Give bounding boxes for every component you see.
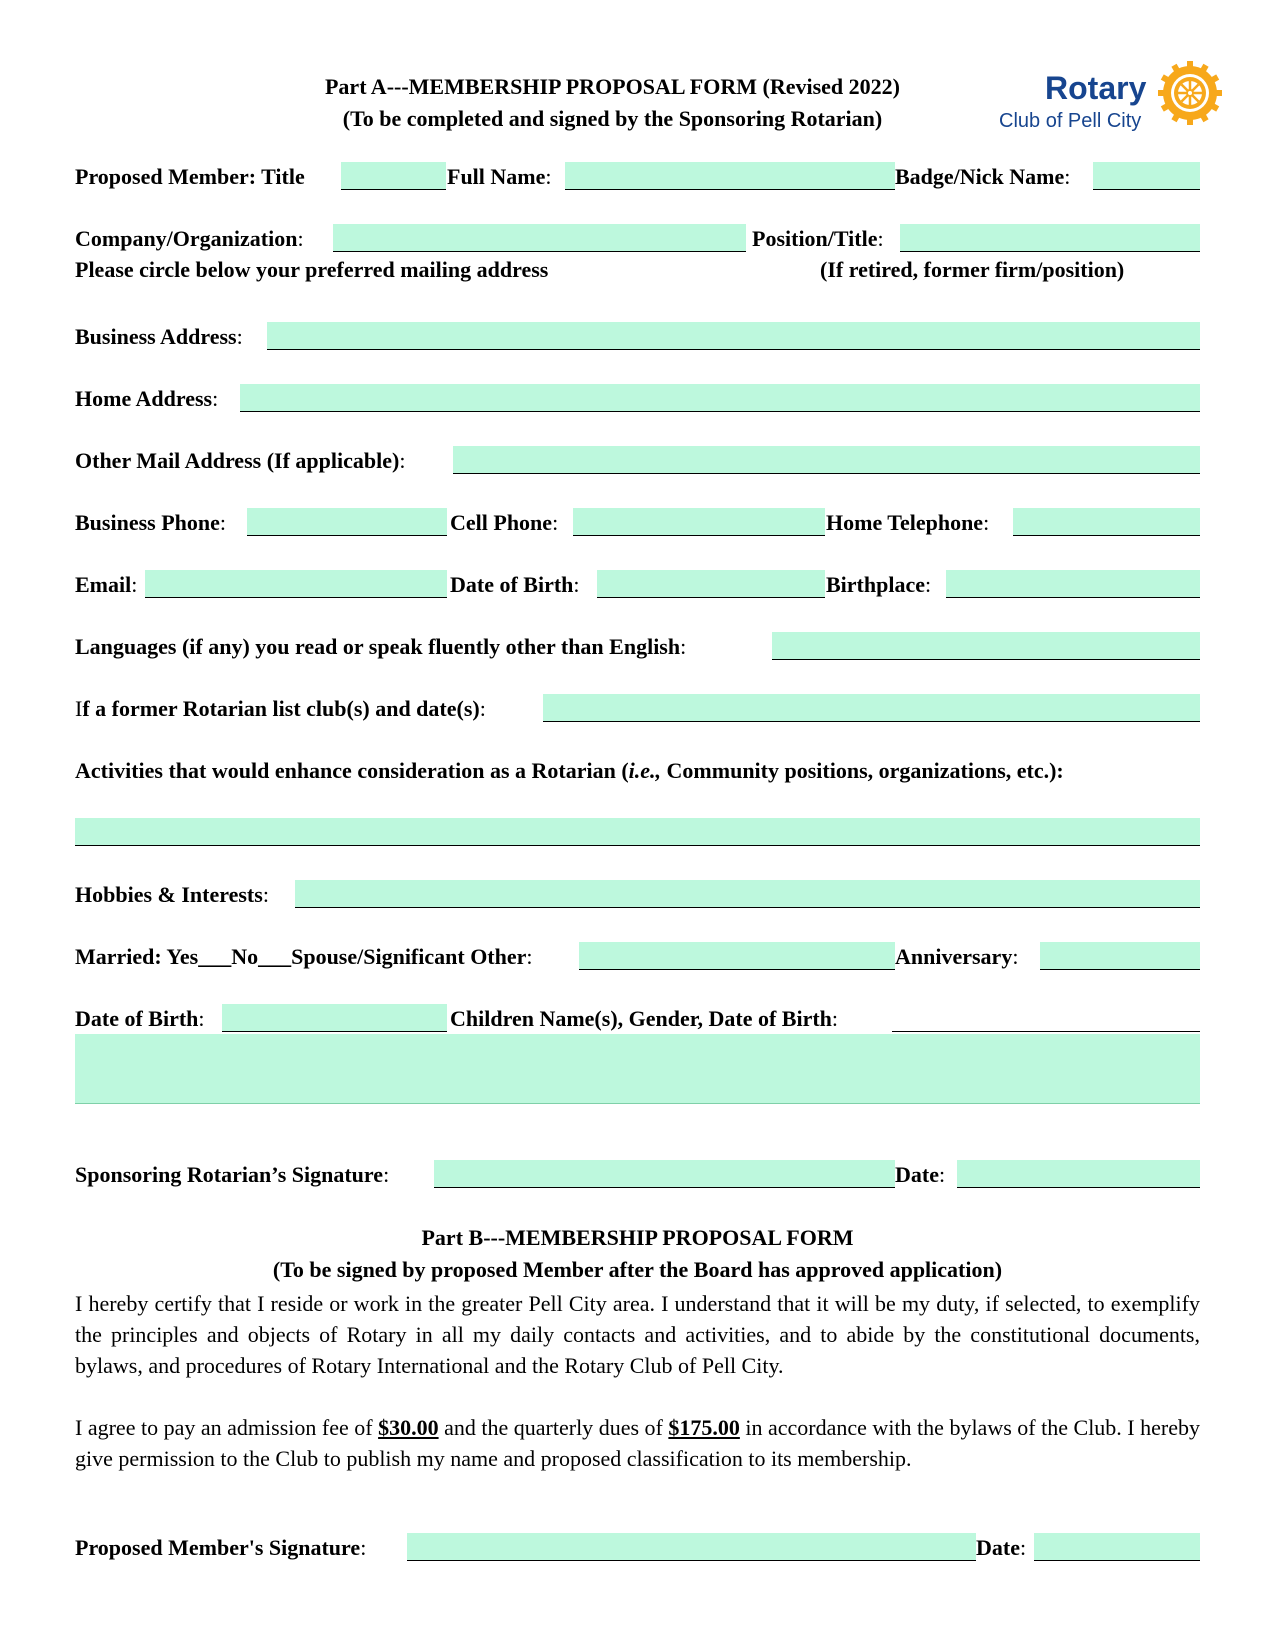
colon: : <box>526 944 533 969</box>
quarterly-dues-amount: $175.00 <box>668 1415 740 1440</box>
birthplace-label-text: Birthplace <box>826 572 925 597</box>
form-subtitle: (To be completed and signed by the Sponsoring Rotarian) <box>342 106 883 131</box>
activities-label-start: Activities that would enhance consideration as a Rotarian ( <box>75 758 629 783</box>
position-field[interactable] <box>900 224 1200 252</box>
sponsor-date-label-text: Date <box>895 1162 939 1187</box>
email-label-text: Email <box>75 572 132 597</box>
fees-text-a: I agree to pay an admission fee of <box>75 1415 379 1440</box>
part-b-subtitle: (To be signed by proposed Member after the Board has approved application) <box>272 1257 1003 1282</box>
date-of-birth-label <box>450 572 580 598</box>
home-telephone-field[interactable] <box>1013 508 1200 536</box>
email-label <box>75 572 137 598</box>
colon: : <box>212 386 219 411</box>
colon: : <box>545 164 552 189</box>
colon: : <box>925 572 932 597</box>
business-phone-label <box>75 510 226 536</box>
former-rotarian-label <box>75 696 486 722</box>
spouse-dob-field[interactable] <box>222 1004 447 1032</box>
colon: : <box>983 510 990 535</box>
languages-field[interactable] <box>772 632 1200 660</box>
email-field[interactable] <box>145 570 447 598</box>
home-address-label-text: Home Address <box>75 386 213 411</box>
colon: : <box>219 510 227 535</box>
admission-fee-amount: $30.00 <box>378 1415 439 1440</box>
spouse-dob-label-text: Date of Birth <box>75 1006 199 1031</box>
full-name-label <box>447 164 552 190</box>
colon: : <box>297 226 304 251</box>
activities-label-ie: i.e., <box>628 758 662 783</box>
children-underline <box>892 1031 1200 1032</box>
spouse-dob-label <box>75 1006 205 1032</box>
mailing-address-note: Please circle below your preferred mailing address <box>75 257 549 282</box>
business-phone-label-text: Business Phone <box>75 510 220 535</box>
rotary-wheel-icon <box>1157 60 1223 126</box>
colon: : <box>360 1535 367 1560</box>
activities-field[interactable] <box>75 818 1200 846</box>
colon: : <box>1019 1535 1027 1560</box>
birthplace-label <box>826 572 931 598</box>
colon: : <box>680 634 687 659</box>
colon: : <box>383 1162 390 1187</box>
home-address-label <box>75 386 218 412</box>
colon: : <box>573 572 580 597</box>
former-rotarian-label-text: f a former Rotarian list club(s) and date(s) <box>82 696 480 721</box>
married-label <box>75 944 533 970</box>
company-label-text: Company/Organization <box>75 226 298 251</box>
member-signature-field[interactable] <box>407 1533 976 1561</box>
cell-phone-label-text: Cell Phone <box>450 510 553 535</box>
activities-label-end: Community positions, organizations, etc.): <box>661 758 1064 783</box>
colon: : <box>1012 944 1019 969</box>
spouse-label-text: Spouse/Significant Other <box>291 944 527 969</box>
home-telephone-label-text: Home Telephone <box>826 510 984 535</box>
sponsor-signature-label <box>75 1162 389 1188</box>
children-label-text: Children Name(s), Gender, Date of Birth <box>450 1006 832 1031</box>
anniversary-field[interactable] <box>1040 942 1200 970</box>
rotary-logo <box>995 60 1225 140</box>
anniversary-label-text: Anniversary <box>895 944 1013 969</box>
hobbies-label <box>75 882 269 908</box>
position-label <box>752 226 884 252</box>
logo-club-name: Club of Pell City <box>999 110 1142 132</box>
married-yes-label: Married: Yes <box>75 944 199 969</box>
languages-label <box>75 634 686 660</box>
children-field[interactable] <box>75 1034 1200 1104</box>
retired-note: (If retired, former firm/position) <box>820 257 1125 282</box>
business-phone-field[interactable] <box>247 508 447 536</box>
colon: : <box>236 324 243 349</box>
form-title: Part A---MEMBERSHIP PROPOSAL FORM (Revised 2022) <box>324 74 900 99</box>
title-field[interactable] <box>341 162 446 190</box>
other-address-field[interactable] <box>453 446 1200 474</box>
logo-wordmark: Rotary <box>1045 70 1147 106</box>
colon: : <box>479 696 486 721</box>
home-telephone-label <box>826 510 989 536</box>
fees-text-c: in accordance with the bylaws of the Club. I hereby give permission to the Club to publish my name and proposed classification to its membership. <box>75 1415 1201 1471</box>
colon: : <box>877 226 884 251</box>
member-date-field[interactable] <box>1034 1533 1200 1561</box>
date-of-birth-field[interactable] <box>597 570 825 598</box>
member-signature-label <box>75 1535 366 1561</box>
children-label <box>450 1006 838 1032</box>
badge-name-label-text: Badge/Nick Name <box>895 164 1065 189</box>
full-name-field[interactable] <box>565 162 895 190</box>
activities-label <box>75 758 1064 784</box>
company-field[interactable] <box>333 224 746 252</box>
colon: : <box>262 882 269 907</box>
business-address-field[interactable] <box>267 322 1200 350</box>
married-no-label: No <box>231 944 259 969</box>
married-yes-blank[interactable]: ___ <box>198 944 232 969</box>
company-label <box>75 226 304 252</box>
fees-text-b: and the quarterly dues of <box>438 1415 669 1440</box>
sponsor-signature-field[interactable] <box>434 1160 895 1188</box>
former-rotarian-label-prefix: I <box>75 696 83 721</box>
colon: : <box>131 572 138 597</box>
colon: : <box>1064 164 1071 189</box>
colon: : <box>399 448 406 473</box>
member-date-label <box>976 1535 1026 1561</box>
title-label: Proposed Member: Title <box>75 164 305 189</box>
badge-name-label <box>895 164 1070 190</box>
business-address-label-text: Business Address <box>75 324 237 349</box>
home-address-field[interactable] <box>240 384 1200 412</box>
sponsor-date-field[interactable] <box>957 1160 1200 1188</box>
hobbies-field[interactable] <box>295 880 1200 908</box>
fees-paragraph <box>75 1412 1200 1474</box>
languages-label-text: Languages (if any) you read or speak fluently other than English <box>75 634 681 659</box>
part-b-title: Part B---MEMBERSHIP PROPOSAL FORM <box>421 1225 854 1250</box>
position-label-text: Position/Title <box>752 226 878 251</box>
anniversary-label <box>895 944 1018 970</box>
other-address-label <box>75 448 405 474</box>
married-no-blank[interactable]: ___ <box>258 944 292 969</box>
business-address-label <box>75 324 243 350</box>
colon: : <box>198 1006 205 1031</box>
certification-paragraph: I hereby certify that I reside or work in the greater Pell City area. I understand that it will be my duty, if selected, to exemplify the principles and objects of Rotary in all my daily contacts and activities, and to abide by the constitutional documents, bylaws, and procedures of Rotary International and the Rotary Club of Pell City. <box>75 1291 1200 1378</box>
cell-phone-field[interactable] <box>573 508 825 536</box>
hobbies-label-text: Hobbies & Interests <box>75 882 263 907</box>
colon: : <box>552 510 559 535</box>
sponsor-date-label <box>895 1162 945 1188</box>
member-signature-label-text: Proposed Member's Signature <box>75 1535 361 1560</box>
full-name-label-text: Full Name <box>447 164 546 189</box>
member-date-label-text: Date <box>976 1535 1020 1560</box>
sponsor-signature-label-text: Sponsoring Rotarian’s Signature <box>75 1162 384 1187</box>
spouse-field[interactable] <box>579 942 895 970</box>
badge-name-field[interactable] <box>1093 162 1200 190</box>
colon: : <box>938 1162 946 1187</box>
other-address-label-text: Other Mail Address (If applicable) <box>75 448 400 473</box>
birthplace-field[interactable] <box>946 570 1200 598</box>
colon: : <box>831 1006 839 1031</box>
date-of-birth-label-text: Date of Birth <box>450 572 574 597</box>
cell-phone-label <box>450 510 558 536</box>
former-rotarian-field[interactable] <box>543 694 1200 722</box>
